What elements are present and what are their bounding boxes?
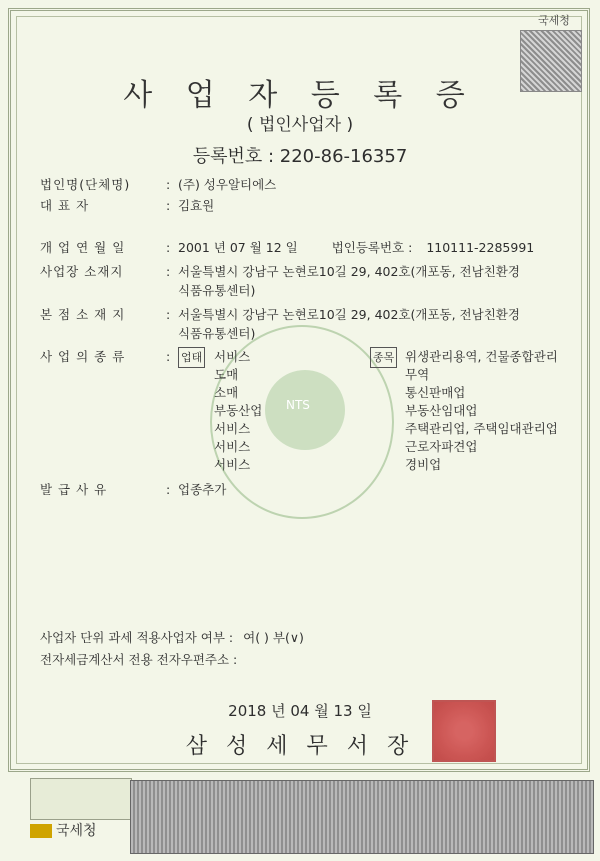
registration-number: 등록번호 : 220-86-16357	[192, 146, 408, 167]
open-date: 2001 년 07 월 12 일	[178, 240, 298, 255]
list-item: 도매	[214, 367, 239, 382]
hq-label: 본 점 소 재 지	[40, 307, 126, 322]
corp-name-label: 법인명(단체명)	[40, 177, 131, 192]
unit-tax-label: 사업자 단위 과세 적용사업자 여부 :	[40, 630, 234, 645]
list-item: 통신판매업	[405, 385, 466, 400]
business-item-box: 종목	[370, 347, 397, 368]
bottom-stamp-box	[30, 778, 132, 820]
rep-row: 대 표 자 : 김효원	[40, 198, 215, 213]
corp-reg-number: 110111-2285991	[426, 240, 535, 255]
nts-logo	[30, 820, 97, 840]
unit-tax-value: 여( ) 부(∨)	[243, 630, 304, 645]
list-item: 경비업	[405, 457, 442, 472]
address-label: 사업장 소재지	[40, 264, 124, 279]
business-type-label: 사 업 의 종 류	[40, 349, 126, 364]
list-item: 서비스	[214, 421, 251, 436]
list-item: 주택관리업, 주택임대관리업	[405, 421, 558, 436]
list-item: 무역	[405, 367, 430, 382]
list-item: 근로자파견업	[405, 439, 478, 454]
nts-logo-icon	[30, 824, 52, 838]
list-item: 서비스	[214, 439, 251, 454]
nts-logo-text: 국세청	[56, 823, 97, 839]
list-item: 서비스	[214, 349, 251, 364]
corp-reg-label: 법인등록번호 :	[331, 240, 413, 255]
address-row: 사업장 소재지 : 서울특별시 강남구 논현로10길 29, 402호(개포동, 전남친환경	[40, 264, 520, 279]
hq-line2: 식품유통센터)	[178, 326, 256, 341]
issue-reason: 업종추가	[178, 482, 227, 497]
list-item: 부동산업	[214, 403, 263, 418]
list-item: 소매	[214, 385, 239, 400]
open-date-label: 개 업 연 월 일	[40, 240, 126, 255]
address-line2: 식품유통센터)	[178, 283, 256, 298]
document-title: 사 업 자 등 록 증	[123, 78, 477, 113]
list-item: 부동산임대업	[405, 403, 478, 418]
issue-reason-label: 발 급 사 유	[40, 482, 108, 497]
hq-address: 서울특별시 강남구 논현로10길 29, 402호(개포동, 전남친환경	[178, 307, 520, 322]
unit-tax-row	[40, 628, 304, 647]
business-type-row: 사 업 의 종 류 : 업태	[40, 347, 209, 368]
top-nts-label: 국세청	[538, 14, 570, 27]
business-types-list	[214, 348, 262, 474]
issue-reason-row: 발 급 사 유 : 업종추가	[40, 482, 227, 497]
corp-name: (주) 성우알티에스	[178, 177, 277, 192]
document-subtitle: ( 법인사업자 )	[246, 115, 354, 135]
list-item: 위생관리용역, 건물종합관리	[405, 349, 558, 364]
email-row	[40, 650, 237, 669]
hq-row: 본 점 소 재 지 : 서울특별시 강남구 논현로10길 29, 402호(개포동, 전남친환경	[40, 307, 520, 322]
rep-name: 김효원	[178, 198, 215, 213]
open-date-row: 개 업 연 월 일 : 2001 년 07 월 12 일 법인등록번호 : 110111-2285991	[40, 240, 535, 255]
address: 서울특별시 강남구 논현로10길 29, 402호(개포동, 전남친환경	[178, 264, 520, 279]
rep-label: 대 표 자	[40, 198, 90, 213]
security-strip	[130, 780, 594, 854]
corp-name-row: 법인명(단체명) : (주) 성우알티에스	[40, 177, 277, 192]
email-label: 전자세금계산서 전용 전자우편주소 :	[40, 652, 238, 667]
business-type-box: 업태	[178, 347, 205, 368]
official-seal	[432, 700, 496, 762]
business-item-header	[370, 347, 401, 368]
tax-office: 삼 성 세 무 서 장	[185, 734, 415, 759]
nts-watermark-text: NTS	[286, 398, 310, 412]
business-items-list	[405, 348, 558, 474]
list-item: 서비스	[214, 457, 251, 472]
issue-date: 2018 년 04 월 13 일	[228, 702, 372, 720]
